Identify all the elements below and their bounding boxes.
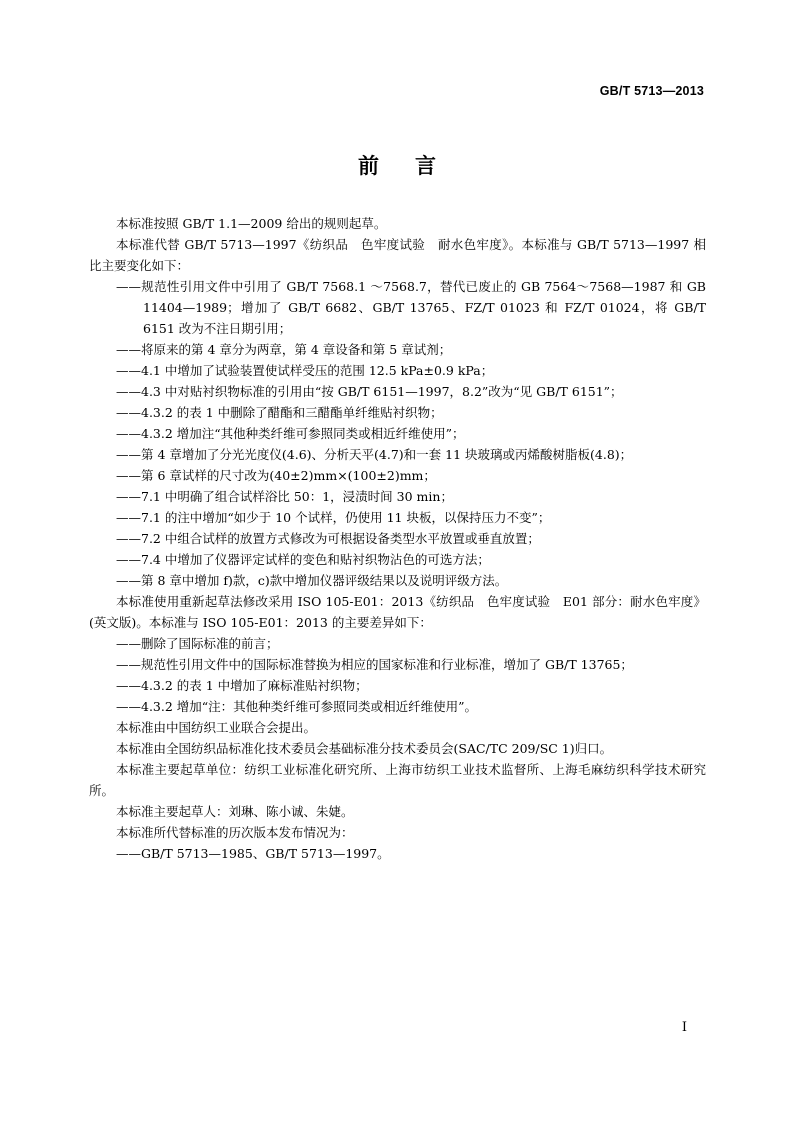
difference-item: ——规范性引用文件中的国际标准替换为相应的国家标准和行业标准，增加了 GB/T 13765； <box>116 657 633 672</box>
paragraph-replaces: 本标准代替 GB/T 5713—1997《纺织品 色牢度试验 耐水色牢度》。本标准与 GB/T 5713—1997 相比主要变化如下： <box>89 237 706 273</box>
foreword-body <box>89 213 710 864</box>
change-item: ——4.3.2 的表 1 中删除了醋酯和三醋酯单纤维贴衬织物； <box>116 405 443 420</box>
paragraph-iso-adoption: 本标准使用重新起草法修改采用 ISO 105-E01：2013《纺织品 色牢度试验 E01 部分：耐水色牢度》(英文版)。本标准与 ISO 105-E01：2013 的主要差异如下： <box>89 594 706 630</box>
difference-item: ——删除了国际标准的前言； <box>116 636 279 651</box>
change-item: ——7.1 的注中增加“如少于 10 个试样，仍使用 11 块板，以保持压力不变”； <box>116 510 551 525</box>
change-item: ——4.3.2 增加注“其他种类纤维可参照同类或相近纤维使用”； <box>116 426 465 441</box>
change-item: ——7.4 中增加了仪器评定试样的变色和贴衬织物沾色的可选方法； <box>116 552 490 567</box>
page-title: 前言 <box>358 154 472 178</box>
difference-item: ——4.3.2 增加“注：其他种类纤维可参照同类或相近纤维使用”。 <box>116 699 478 714</box>
page-number: I <box>681 1020 687 1035</box>
change-item: ——7.2 中组合试样的放置方式修改为可根据设备类型水平放置或垂直放置； <box>116 531 540 546</box>
paragraph-proposed-by: 本标准由中国纺织工业联合会提出。 <box>116 720 317 735</box>
paragraph-drafting-rules: 本标准按照 GB/T 1.1—2009 给出的规则起草。 <box>116 216 387 231</box>
change-item: ——4.1 中增加了试验装置使试样受压的范围 12.5 kPa±0.9 kPa； <box>116 363 494 378</box>
change-item: ——规范性引用文件中引用了 GB/T 7568.1 ～7568.7，替代已废止的 GB 7564～7568—1987 和 GB 11404—1989；增加了 GB/T 6682、GB/T 13765、FZ/T 01023 和 FZ/T 01024，将 GB/T 6151 改为不注日期引用； <box>116 279 710 336</box>
change-item: ——第 8 章中增加 f)款，c)款中增加仪器评级结果以及说明评级方法。 <box>116 573 508 588</box>
change-item: ——7.1 中明确了组合试样浴比 50：1，浸渍时间 30 min； <box>116 489 453 504</box>
change-item: ——第 6 章试样的尺寸改为(40±2)mm×(100±2)mm； <box>116 468 436 483</box>
paragraph-history-intro: 本标准所代替标准的历次版本发布情况为： <box>116 825 354 840</box>
change-item: ——第 4 章增加了分光光度仪(4.6)、分析天平(4.7)和一套 11 块玻璃或丙烯酸树脂板(4.8)； <box>116 447 633 462</box>
change-item: ——将原来的第 4 章分为两章，第 4 章设备和第 5 章试剂； <box>116 342 452 357</box>
paragraph-under-jurisdiction: 本标准由全国纺织品标准化技术委员会基础标准分技术委员会(SAC/TC 209/SC 1)归口。 <box>116 741 613 756</box>
paragraph-drafters: 本标准主要起草人：刘琳、陈小诚、朱婕。 <box>116 804 354 819</box>
difference-item: ——4.3.2 的表 1 中增加了麻标准贴衬织物； <box>116 678 368 693</box>
standard-code: GB/T 5713—2013 <box>599 84 704 98</box>
paragraph-drafting-units: 本标准主要起草单位：纺织工业标准化研究所、上海市纺织工业技术监督所、上海毛麻纺织科学技术研究所。 <box>89 762 706 798</box>
history-item: ——GB/T 5713—1985、GB/T 5713—1997。 <box>116 846 390 861</box>
change-item: ——4.3 中对贴衬织物标准的引用由“按 GB/T 6151—1997，8.2”改为“见 GB/T 6151”； <box>116 384 623 399</box>
